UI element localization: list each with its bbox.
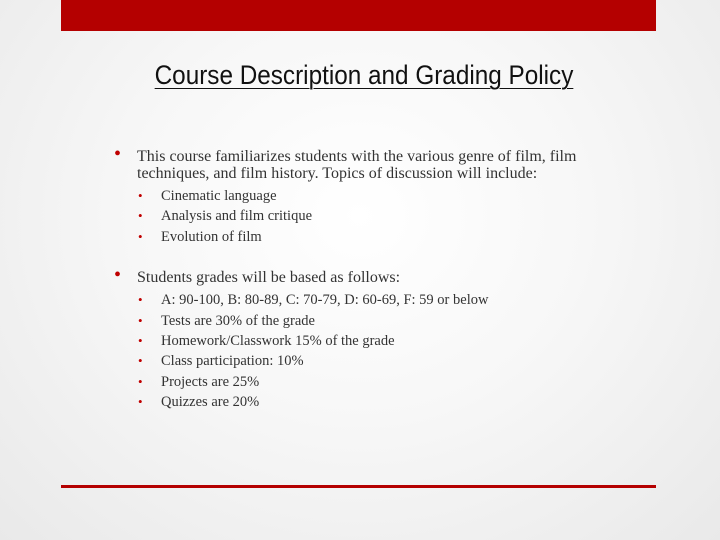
bullet-text: This course familiarizes students with the various genre of film, film techniques, and film history. Topics of discussion will include: <box>137 148 577 182</box>
topics-list <box>114 186 614 247</box>
bullet-dot-icon: • <box>138 312 143 328</box>
list-item-text: Tests are 30% of the grade <box>161 312 315 329</box>
bullet-dot-icon: • <box>138 208 143 224</box>
list-item <box>114 351 614 371</box>
list-item-text: Homework/Classwork 15% of the grade <box>161 333 395 350</box>
slide-title: Course Description and Grading Policy <box>154 60 574 90</box>
bullet-course-description <box>114 143 612 182</box>
list-item <box>114 331 614 351</box>
bullet-dot-icon: • <box>114 143 122 165</box>
bullet-dot-icon: • <box>138 373 143 389</box>
bullet-dot-icon: • <box>138 353 143 369</box>
list-item <box>114 311 614 331</box>
list-item <box>114 186 614 206</box>
list-item-text: Quizzes are 20% <box>161 394 260 411</box>
grading-list <box>114 290 614 412</box>
list-item-text: Class participation: 10% <box>161 353 304 370</box>
bottom-divider <box>61 485 656 488</box>
list-item <box>114 206 614 226</box>
list-item <box>114 392 614 412</box>
bullet-grading <box>114 264 614 287</box>
slide-body <box>114 143 614 413</box>
bullet-dot-icon: • <box>138 228 143 244</box>
list-item <box>114 290 614 310</box>
list-item <box>114 227 614 247</box>
bullet-text: Students grades will be based as follows: <box>137 269 401 287</box>
bullet-dot-icon: • <box>138 333 143 349</box>
list-item-text: Analysis and film critique <box>161 208 313 225</box>
bullet-dot-icon: • <box>114 264 122 287</box>
list-item-text: Cinematic language <box>161 188 277 204</box>
bullet-dot-icon: • <box>138 188 143 203</box>
list-item-text: Evolution of film <box>161 228 262 245</box>
list-item-text: Projects are 25% <box>161 373 260 390</box>
bullet-dot-icon: • <box>138 394 143 410</box>
list-item <box>114 372 614 392</box>
top-accent-bar <box>61 0 656 31</box>
list-item-text: A: 90-100, B: 80-89, C: 70-79, D: 60-69, F: 59 or below <box>161 292 489 309</box>
bullet-dot-icon: • <box>138 292 143 308</box>
